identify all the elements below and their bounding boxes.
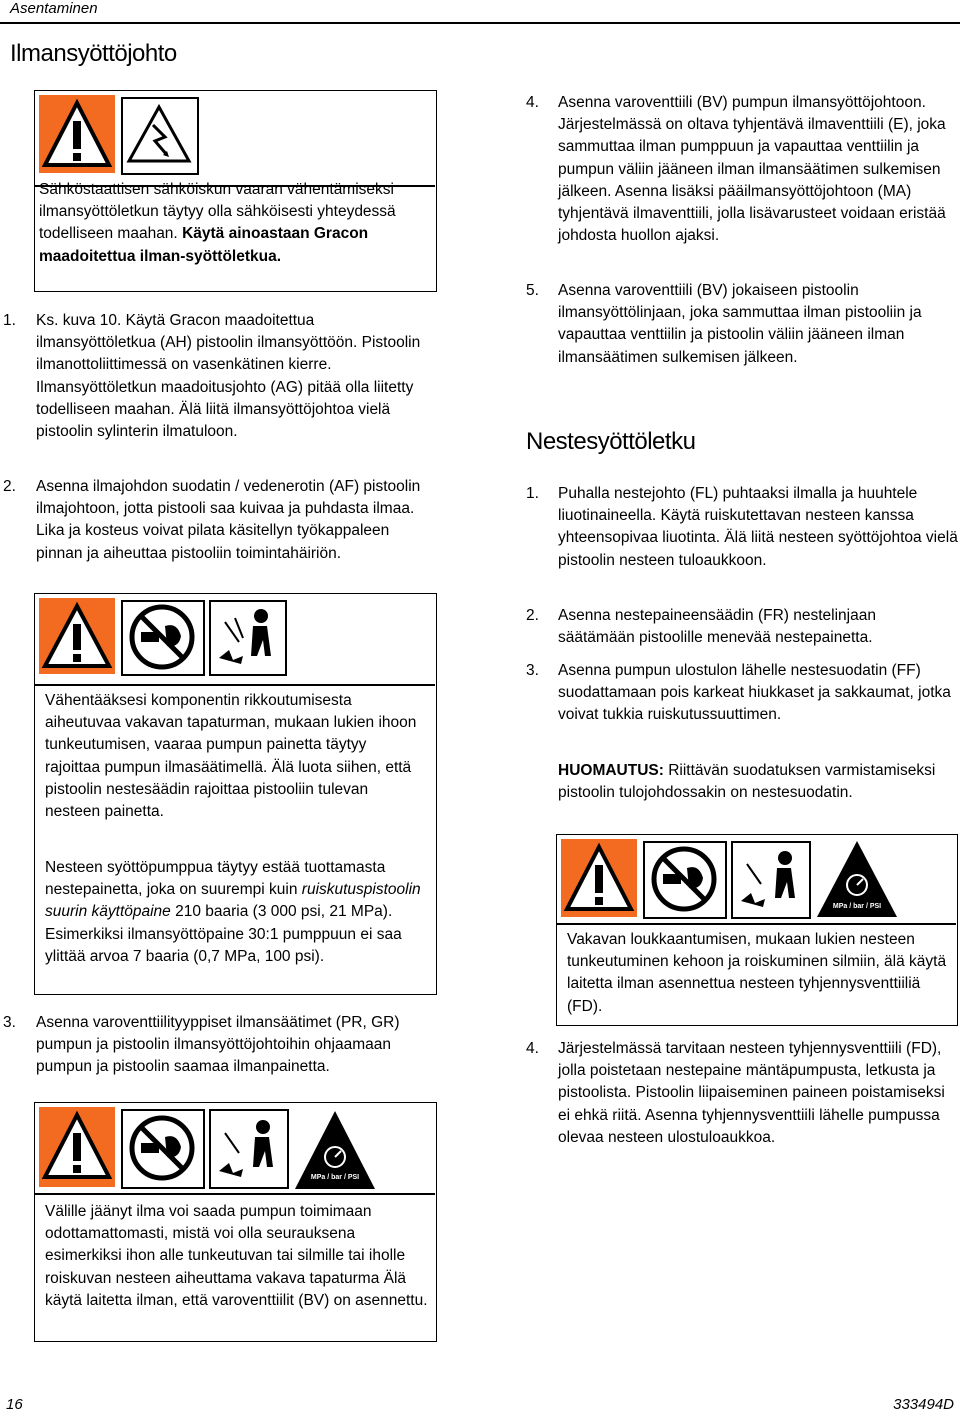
- pressure-warning-box: [34, 593, 437, 995]
- trapped-air-warning-box: [34, 1102, 437, 1342]
- note: HUOMAUTUS: Riittävän suodatuksen varmistamiseksi pistoolin tulojohdossakin on nestesuodatin.: [558, 762, 936, 802]
- fluid-pressure-warning-text: Vakavan loukkaantumisen, mukaan lukien nesteen tunkeutuminen kehoon ja roiskuminen silmiin, älä käytä laitetta ilman asennettua nesteen tyhjennysventtiiliä (FD).: [567, 931, 947, 1015]
- pressure-gauge-icon: MPa / bar / PSI: [815, 839, 899, 919]
- page-title: Ilmansyöttöjohto: [10, 40, 177, 67]
- trapped-air-warning-text: Välille jäänyt ilma voi saada pumpun toimimaan odottamattomasti, mistä voi olla seurauksena esimerkiksi ihon alle tunkeutuvan tai silmille tai iholle roiskuvan nesteen aiheuttama vakava tapaturma Älä käytä laitetta ilman, että varoventtiilit (BV) on asennettu.: [45, 1203, 428, 1309]
- section-header: Asentaminen: [10, 0, 98, 17]
- skin-injection-icon: [731, 841, 811, 919]
- electric-warning-text: Sähköstaattisen sähköiskun vaaran vähentämiseksi ilmansyöttöletkun täytyy olla sähköisesti yhteydessä todelliseen maahan. Käytä ainoastaan Gracon maadoitettua ilman-syöttöletkua.: [39, 181, 396, 265]
- electric-warning-box: [34, 90, 437, 292]
- skin-injection-icon: [209, 600, 287, 676]
- warning-triangle-icon: [39, 598, 115, 674]
- warning-triangle-icon: [561, 839, 637, 917]
- section-title-fluid-hose: Nestesyöttöletku: [526, 428, 696, 455]
- skin-injection-icon: [209, 1109, 289, 1189]
- no-hand-spray-icon: [121, 1109, 205, 1189]
- no-hand-spray-icon: [121, 600, 205, 676]
- page-number: 16: [6, 1396, 23, 1413]
- pressure-gauge-icon: MPa / bar / PSI: [293, 1109, 377, 1191]
- warning-triangle-icon: [39, 95, 115, 173]
- pressure-warning-text-1: Vähentääksesi komponentin rikkoutumisesta aiheutuvaa vakavan tapaturman, mukaan lukien ihoon tunkeutumisen, vaaraa pumpun painetta täytyy rajoittaa pumpun ilmasäätimellä. Älä luota siihen, että pistoolin nestesäädin rajoittaa pistooliin tulevan nesteen painetta.: [45, 692, 417, 821]
- no-hand-spray-icon: [643, 841, 727, 919]
- electric-shock-icon: [121, 97, 199, 175]
- header-rule: [0, 22, 960, 24]
- warning-triangle-icon: [39, 1107, 115, 1187]
- document-number: 333494D: [893, 1396, 954, 1413]
- pressure-warning-text-2: Nesteen syöttöpumppua täytyy estää tuottamasta nestepainetta, joka on suurempi kuin ruiskutuspistoolin suurin käyttöpaine 210 baaria (3 000 psi, 21 MPa). Esimerkiksi ilmansyöttöpaine 30:1 pumppuun ei saa ylittää arvoa 7 baaria (0,7 MPa, 100 psi).: [45, 859, 421, 965]
- fluid-pressure-warning-box: [556, 834, 958, 1026]
